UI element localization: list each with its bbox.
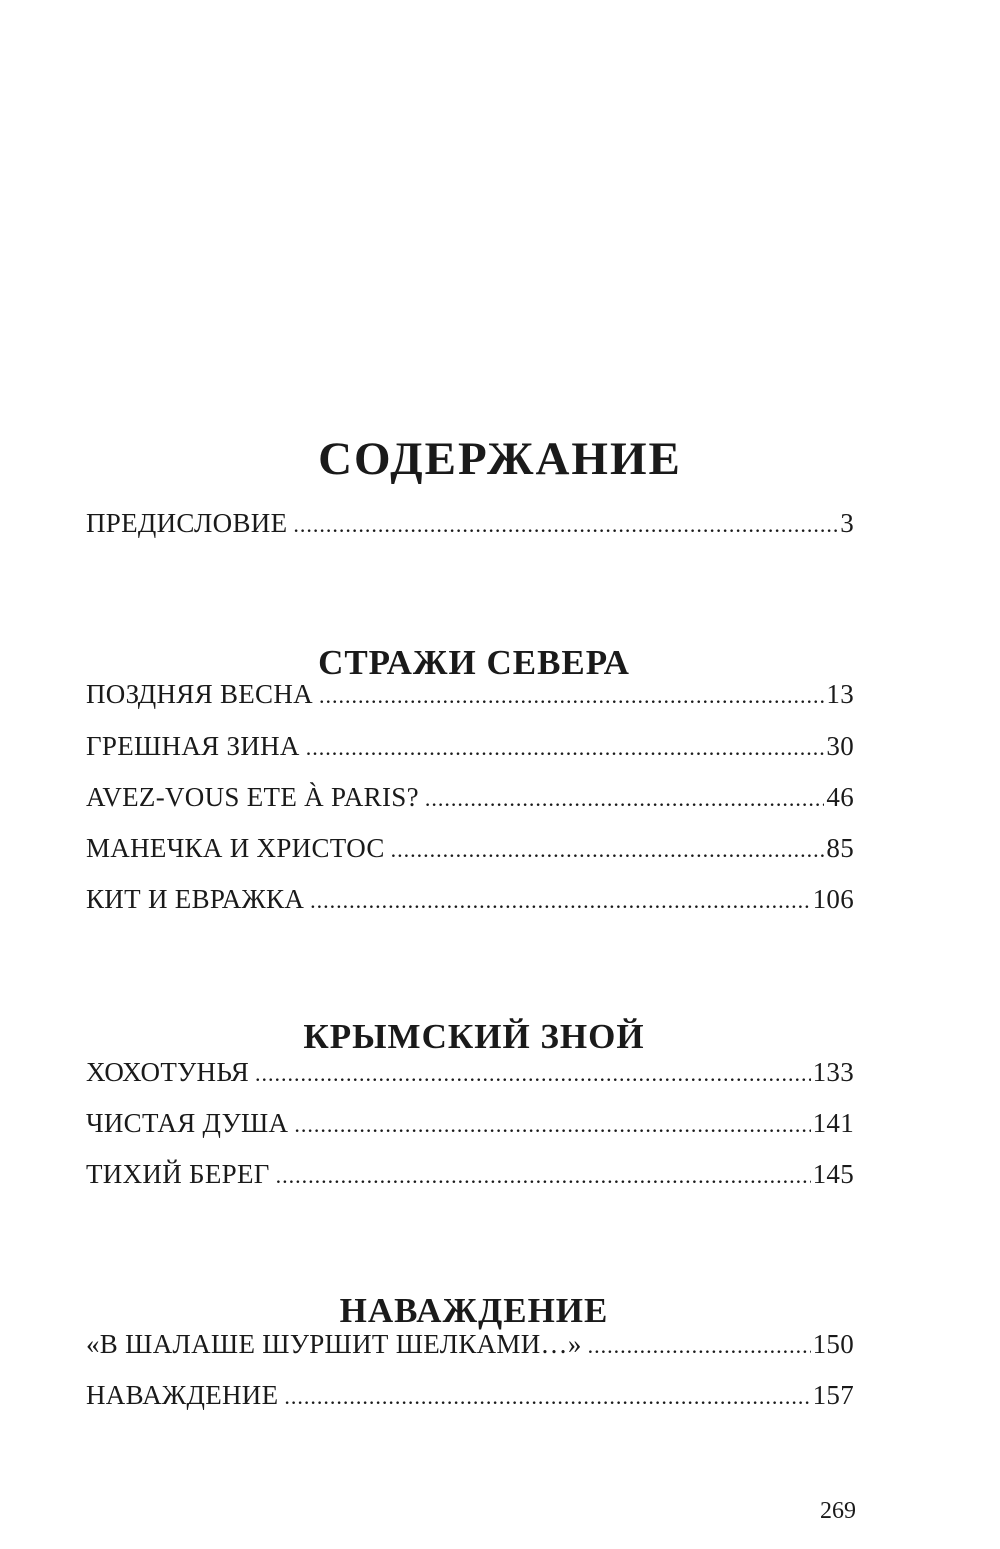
dot-leader xyxy=(293,508,838,542)
toc-entry-page: 157 xyxy=(812,1380,854,1410)
page-title: СОДЕРЖАНИЕ xyxy=(318,433,682,486)
toc-entry-page: 13 xyxy=(826,679,854,709)
toc-entry-page: 133 xyxy=(812,1057,854,1087)
toc-entry[interactable] xyxy=(86,1378,854,1412)
toc-entry-page: 85 xyxy=(826,833,854,863)
toc-entry-title: КИТ И ЕВРАЖКА xyxy=(86,884,305,914)
dot-leader xyxy=(306,731,825,765)
toc-entry[interactable] xyxy=(86,831,854,865)
toc-entry[interactable] xyxy=(86,1327,854,1361)
toc-entry-title: МАНЕЧКА И ХРИСТОС xyxy=(86,833,385,863)
dot-leader xyxy=(588,1329,811,1363)
toc-entry-page: 141 xyxy=(812,1108,854,1138)
toc-entry[interactable] xyxy=(86,729,854,763)
dot-leader xyxy=(391,833,825,867)
toc-entry-page: 30 xyxy=(826,731,854,761)
section-title-strazhi-severa: СТРАЖИ СЕВЕРА xyxy=(318,643,630,683)
dot-leader xyxy=(255,1057,811,1091)
page-number: 269 xyxy=(820,1498,856,1524)
toc-entry-page: 145 xyxy=(812,1159,854,1189)
dot-leader xyxy=(276,1159,811,1193)
toc-entry-page: 106 xyxy=(812,884,854,914)
dot-leader xyxy=(284,1380,810,1414)
toc-entry-preface[interactable] xyxy=(86,506,854,540)
toc-entry-title: «В ШАЛАШЕ ШУРШИТ ШЕЛКАМИ…» xyxy=(86,1329,582,1359)
toc-entry[interactable] xyxy=(86,1055,854,1089)
toc-entry-title: AVEZ-VOUS ETE À PARIS? xyxy=(86,782,419,812)
dot-leader xyxy=(294,1108,810,1142)
toc-entry-title: ЧИСТАЯ ДУША xyxy=(86,1108,289,1138)
toc-entry-title: НАВАЖДЕНИЕ xyxy=(86,1380,279,1410)
toc-entry-page: 150 xyxy=(812,1329,854,1359)
toc-entry[interactable] xyxy=(86,780,854,814)
toc-entry-page: 46 xyxy=(826,782,854,812)
toc-entry[interactable] xyxy=(86,1106,854,1140)
toc-entry[interactable] xyxy=(86,677,854,711)
toc-entry-title: ПРЕДИСЛОВИЕ xyxy=(86,508,288,538)
toc-entry-title: ГРЕШНАЯ ЗИНА xyxy=(86,731,300,761)
toc-entry-title: ХОХОТУНЬЯ xyxy=(86,1057,250,1087)
section-title-krymskiy-znoy: КРЫМСКИЙ ЗНОЙ xyxy=(303,1017,645,1057)
toc-entry-page: 3 xyxy=(840,508,854,538)
dot-leader xyxy=(425,782,825,816)
dot-leader xyxy=(310,884,810,918)
section-title-navazhdenie: НАВАЖДЕНИЕ xyxy=(339,1291,609,1331)
dot-leader xyxy=(319,679,824,713)
toc-entry-title: ПОЗДНЯЯ ВЕСНА xyxy=(86,679,313,709)
toc-entry[interactable] xyxy=(86,1157,854,1191)
toc-entry-title: ТИХИЙ БЕРЕГ xyxy=(86,1159,270,1189)
toc-entry[interactable] xyxy=(86,882,854,916)
